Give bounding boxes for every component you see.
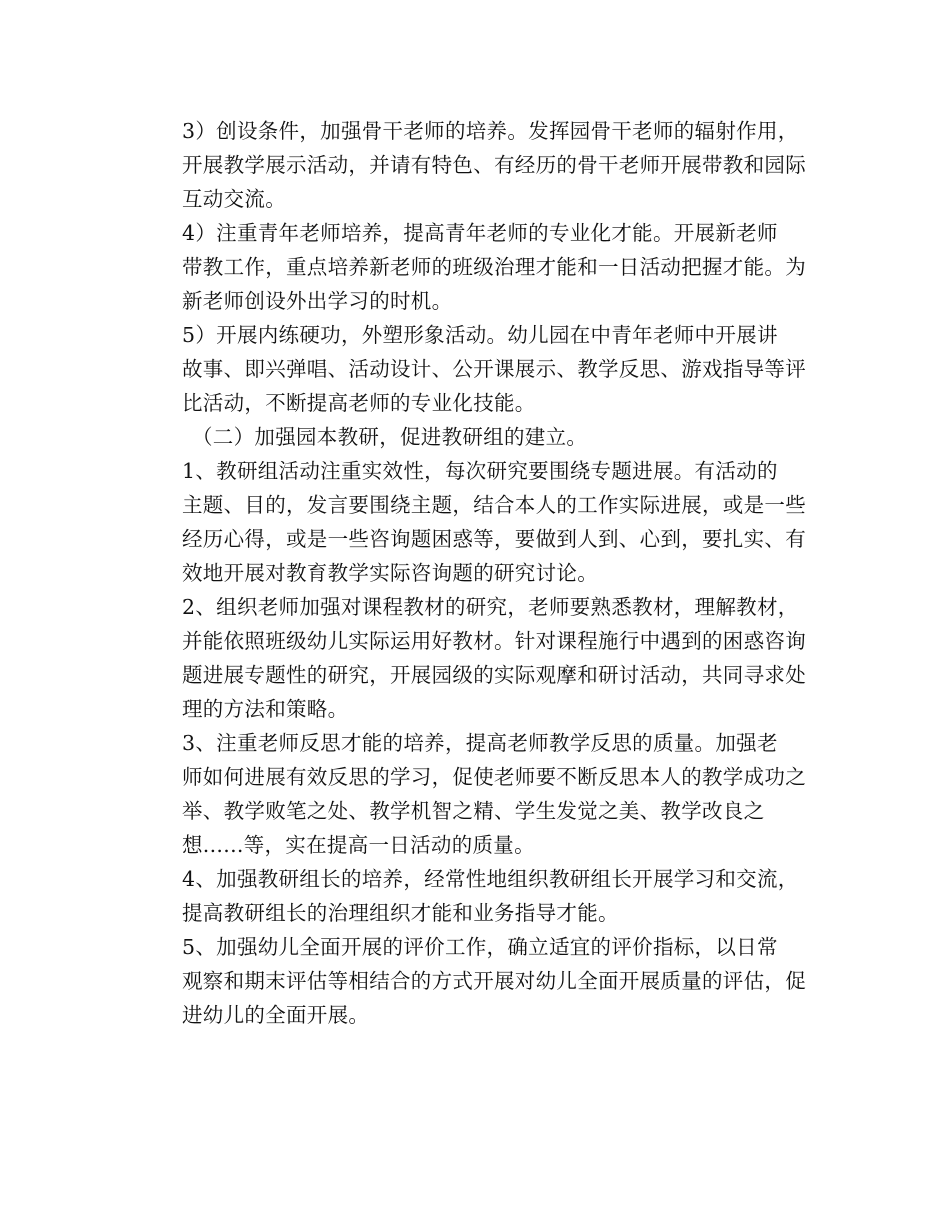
- paragraph-backbone-teachers: [141, 114, 825, 216]
- text-line: 题进展专题性的研究，开展园级的实际观摩和研讨活动，共同寻求处: [182, 663, 806, 687]
- paragraph-young-teachers: [141, 216, 825, 318]
- text-line: 提高教研组长的治理组织才能和业务指导才能。: [182, 901, 619, 925]
- text-line: 4）注重青年老师培养，提高青年老师的专业化才能。开展新老师: [182, 221, 778, 245]
- paragraph-research-effectiveness: [141, 454, 825, 590]
- text-line: 1、教研组活动注重实效性，每次研究要围绕专题进展。有活动的: [182, 459, 778, 483]
- section-heading-text: （二）加强园本教研，促进教研组的建立。: [192, 425, 588, 449]
- text-line: 观察和期末评估等相结合的方式开展对幼儿全面开展质量的评估，促: [182, 969, 806, 993]
- text-line: 2、组织老师加强对课程教材的研究，老师要熟悉教材，理解教材，: [182, 595, 799, 619]
- text-line: 并能依照班级幼儿实际运用好教材。针对课程施行中遇到的困惑咨询: [182, 629, 806, 653]
- text-line: 故事、即兴弹唱、活动设计、公开课展示、教学反思、游戏指导等评: [182, 357, 806, 381]
- paragraph-group-leaders: [141, 862, 825, 930]
- text-line: 4、加强教研组长的培养，经常性地组织教研组长开展学习和交流，: [182, 867, 799, 891]
- text-line: 比活动，不断提高老师的专业化技能。: [182, 391, 536, 415]
- text-line: 想......等，实在提高一日活动的质量。: [182, 833, 535, 857]
- text-line: 进幼儿的全面开展。: [182, 1003, 370, 1027]
- text-line: 5、加强幼儿全面开展的评价工作，确立适宜的评价指标，以日常: [182, 935, 778, 959]
- text-line: 新老师创设外出学习的时机。: [182, 289, 453, 313]
- text-line: 经历心得，或是一些咨询题困惑等，要做到人到、心到，要扎实、有: [182, 527, 806, 551]
- text-line: 师如何进展有效反思的学习，促使老师要不断反思本人的教学成功之: [182, 765, 806, 789]
- text-line: 举、教学败笔之处、教学机智之精、学生发觉之美、教学改良之: [182, 799, 765, 823]
- paragraph-skills-activities: [141, 318, 825, 420]
- text-line: 带教工作，重点培养新老师的班级治理才能和一日活动把握才能。为: [182, 255, 806, 279]
- text-line: 主题、目的，发言要围绕主题，结合本人的工作实际进展，或是一些: [182, 493, 806, 517]
- text-line: 理的方法和策略。: [182, 697, 349, 721]
- paragraph-curriculum-study: [141, 590, 825, 726]
- section-heading: [141, 420, 825, 454]
- text-line: 3、注重老师反思才能的培养，提高老师教学反思的质量。加强老: [182, 731, 778, 755]
- text-line: 开展教学展示活动，并请有特色、有经历的骨干老师开展带教和园际: [182, 153, 806, 177]
- paragraph-child-evaluation: [141, 930, 825, 1032]
- document-body: [141, 114, 825, 1032]
- text-line: 5）开展内练硬功，外塑形象活动。幼儿园在中青年老师中开展讲: [182, 323, 778, 347]
- paragraph-reflection-ability: [141, 726, 825, 862]
- text-line: 互动交流。: [182, 187, 286, 211]
- text-line: 效地开展对教育教学实际咨询题的研究讨论。: [182, 561, 598, 585]
- text-line: 3）创设条件，加强骨干老师的培养。发挥园骨干老师的辐射作用，: [182, 119, 799, 143]
